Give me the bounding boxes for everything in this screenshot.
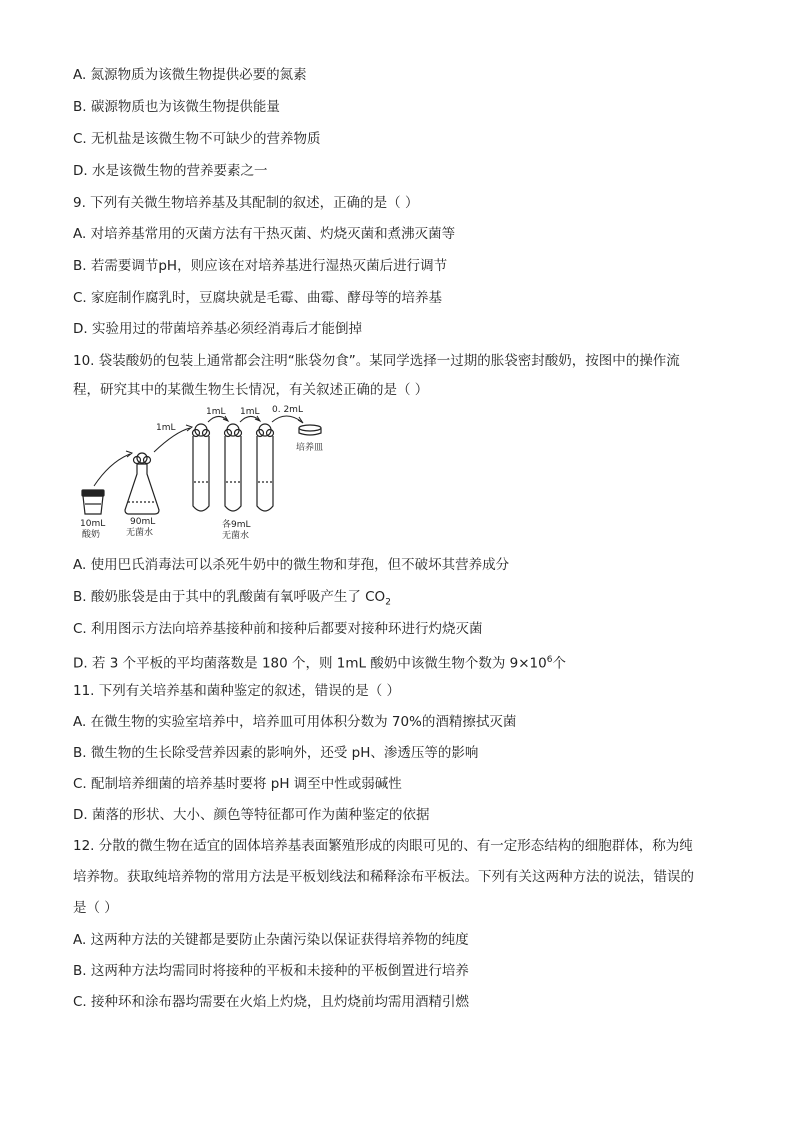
option-d-q11: D. 菌落的形状、大小、颜色等特征都可作为菌种鉴定的依据: [73, 807, 430, 823]
option-b-q10: [73, 588, 391, 612]
label-flask-vol: 90mL: [130, 517, 156, 527]
dilution-diagram: [70, 402, 370, 550]
label-tubes-vol: 各9mL: [222, 520, 251, 530]
option-d-q10: [73, 651, 566, 673]
label-1ml-c: 1mL: [240, 407, 260, 417]
question-9-stem: 9. 下列有关微生物培养基及其配制的叙述，正确的是（ ）: [73, 195, 419, 211]
option-d-q10-suffix: 个: [552, 655, 566, 672]
question-10-stem-2: 程，研究其中的某微生物生长情况，有关叙述正确的是（ ）: [73, 382, 429, 398]
option-b-q12: B. 这两种方法均需同时将接种的平板和未接种的平板倒置进行培养: [73, 963, 469, 979]
option-c-q8: C. 无机盐是该微生物不可缺少的营养物质: [73, 131, 321, 147]
option-c-q10: C. 利用图示方法向培养基接种前和接种后都要对接种环进行灼烧灭菌: [73, 621, 483, 637]
question-10-stem-1: 10. 袋装酸奶的包装上通常都会注明“胀袋勿食”。某同学选择一过期的胀袋密封酸奶，按图中的操作流: [73, 353, 680, 369]
test-tube-2-icon: [225, 424, 242, 511]
label-yogurt: 酸奶: [82, 530, 101, 540]
question-12-stem-2: 培养物。获取纯培养物的常用方法是平板划线法和稀释涂布平板法。下列有关这两种方法的说法，错误的: [73, 869, 694, 885]
exponent-superscript: 6: [546, 655, 553, 665]
label-1ml-a: 1mL: [156, 423, 176, 433]
option-d-q9: D. 实验用过的带菌培养基必须经消毒后才能倒掉: [73, 321, 362, 337]
petri-dish-icon: [299, 425, 321, 435]
question-11-stem: 11. 下列有关培养基和菌种鉴定的叙述，错误的是（ ）: [73, 683, 401, 699]
label-02ml: 0. 2mL: [272, 405, 303, 415]
yogurt-cup-icon: [82, 490, 104, 514]
option-b-q10-text: B. 酸奶胀袋是由于其中的乳酸菌有氧呼吸产生了 CO: [73, 589, 386, 605]
arrow-icon: [272, 416, 302, 422]
option-c-q12: C. 接种环和涂布器均需要在火焰上灼烧，且灼烧前均需用酒精引燃: [73, 994, 470, 1010]
label-tubes: 无菌水: [222, 531, 250, 541]
transfer-arrows: [94, 416, 303, 486]
option-a-q11: A. 在微生物的实验室培养中，培养皿可用体积分数为 70%的酒精擦拭灭菌: [73, 714, 517, 730]
option-a-q8: A. 氮源物质为该微生物提供必要的氮素: [73, 67, 307, 83]
option-a-q10: A. 使用巴氏消毒法可以杀死牛奶中的微生物和芽孢，但不破坏其营养成分: [73, 557, 510, 573]
test-tube-1-icon: [193, 424, 210, 511]
label-dish: 培养皿: [296, 443, 324, 453]
option-d-q8: D. 水是该微生物的营养要素之一: [73, 163, 268, 179]
option-b-q8: B. 碳源物质也为该微生物提供能量: [73, 99, 280, 115]
option-a-q12: A. 这两种方法的关键都是要防止杂菌污染以保证获得培养物的纯度: [73, 932, 469, 948]
flask-icon: [125, 453, 159, 514]
option-b-q9: B. 若需要调节pH，则应该在对培养基进行湿热灭菌后进行调节: [73, 258, 448, 274]
label-1ml-b: 1mL: [206, 407, 226, 417]
option-c-q9: C. 家庭制作腐乳时，豆腐块就是毛霉、曲霉、酵母等的培养基: [73, 290, 443, 306]
question-12-stem-1: 12. 分散的微生物在适宜的固体培养基表面繁殖形成的肉眼可见的、有一定形态结构的细胞群体，称为纯: [73, 838, 693, 854]
option-b-q11: B. 微生物的生长除受营养因素的影响外，还受 pH、渗透压等的影响: [73, 745, 479, 761]
label-yogurt-vol: 10mL: [80, 519, 106, 529]
question-12-stem-3: 是（ ）: [73, 900, 118, 916]
label-flask: 无菌水: [126, 528, 154, 538]
option-d-q10-text: D. 若 3 个平板的平均菌落数是 180 个，则 1mL 酸奶中该微生物个数为 9×10: [73, 655, 547, 672]
co2-subscript: 2: [385, 597, 391, 608]
option-a-q9: A. 对培养基常用的灭菌方法有干热灭菌、灼烧灭菌和煮沸灭菌等: [73, 226, 456, 242]
arrow-head-icon: [298, 417, 303, 423]
test-tube-3-icon: [257, 424, 274, 511]
arrow-icon: [94, 454, 130, 486]
option-c-q11: C. 配制培养细菌的培养基时要将 pH 调至中性或弱碱性: [73, 776, 402, 792]
